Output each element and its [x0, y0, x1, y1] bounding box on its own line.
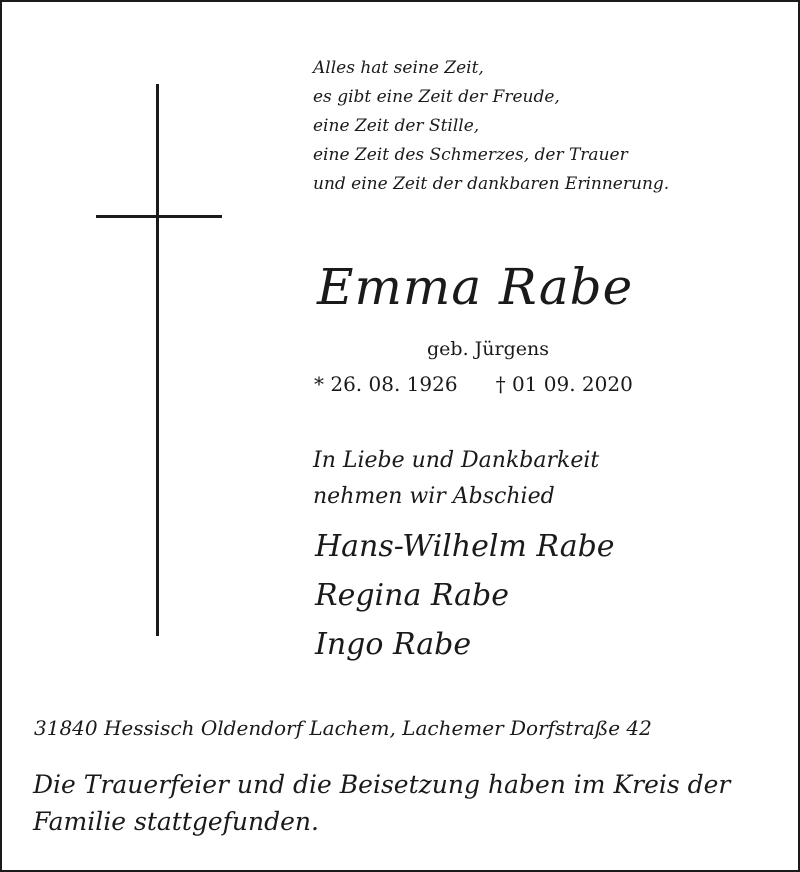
death-date: † 01 09. 2020	[495, 372, 633, 396]
maiden-name: geb. Jürgens	[427, 338, 549, 360]
poem-line: eine Zeit des Schmerzes, der Trauer	[313, 145, 628, 165]
poem-line: eine Zeit der Stille,	[313, 116, 480, 136]
mourner-name: Regina Rabe	[315, 578, 510, 613]
life-dates	[314, 372, 633, 396]
farewell-text	[313, 443, 599, 515]
farewell-line: nehmen wir Abschied	[313, 484, 555, 509]
mourner-name: Hans-Wilhelm Rabe	[315, 529, 615, 564]
birth-date: * 26. 08. 1926	[314, 372, 458, 396]
ceremony-note: Die Trauerfeier und die Beisetzung haben im Kreis der Familie stattgefunden.	[33, 770, 731, 836]
mourner-name: Ingo Rabe	[315, 627, 472, 662]
poem-line: es gibt eine Zeit der Freude,	[313, 87, 560, 107]
address: 31840 Hessisch Oldendorf Lachem, Lachemer Dorfstraße 42	[34, 716, 652, 740]
deceased-name: Emma Rabe	[317, 258, 634, 316]
poem-line: Alles hat seine Zeit,	[313, 58, 484, 78]
poem-line: und eine Zeit der dankbaren Erinnerung.	[313, 174, 670, 194]
mourners-list	[315, 522, 615, 669]
farewell-line: In Liebe und Dankbarkeit	[313, 448, 600, 473]
cross-icon-bar	[96, 215, 222, 218]
cross-icon	[156, 84, 159, 636]
poem	[313, 54, 669, 199]
